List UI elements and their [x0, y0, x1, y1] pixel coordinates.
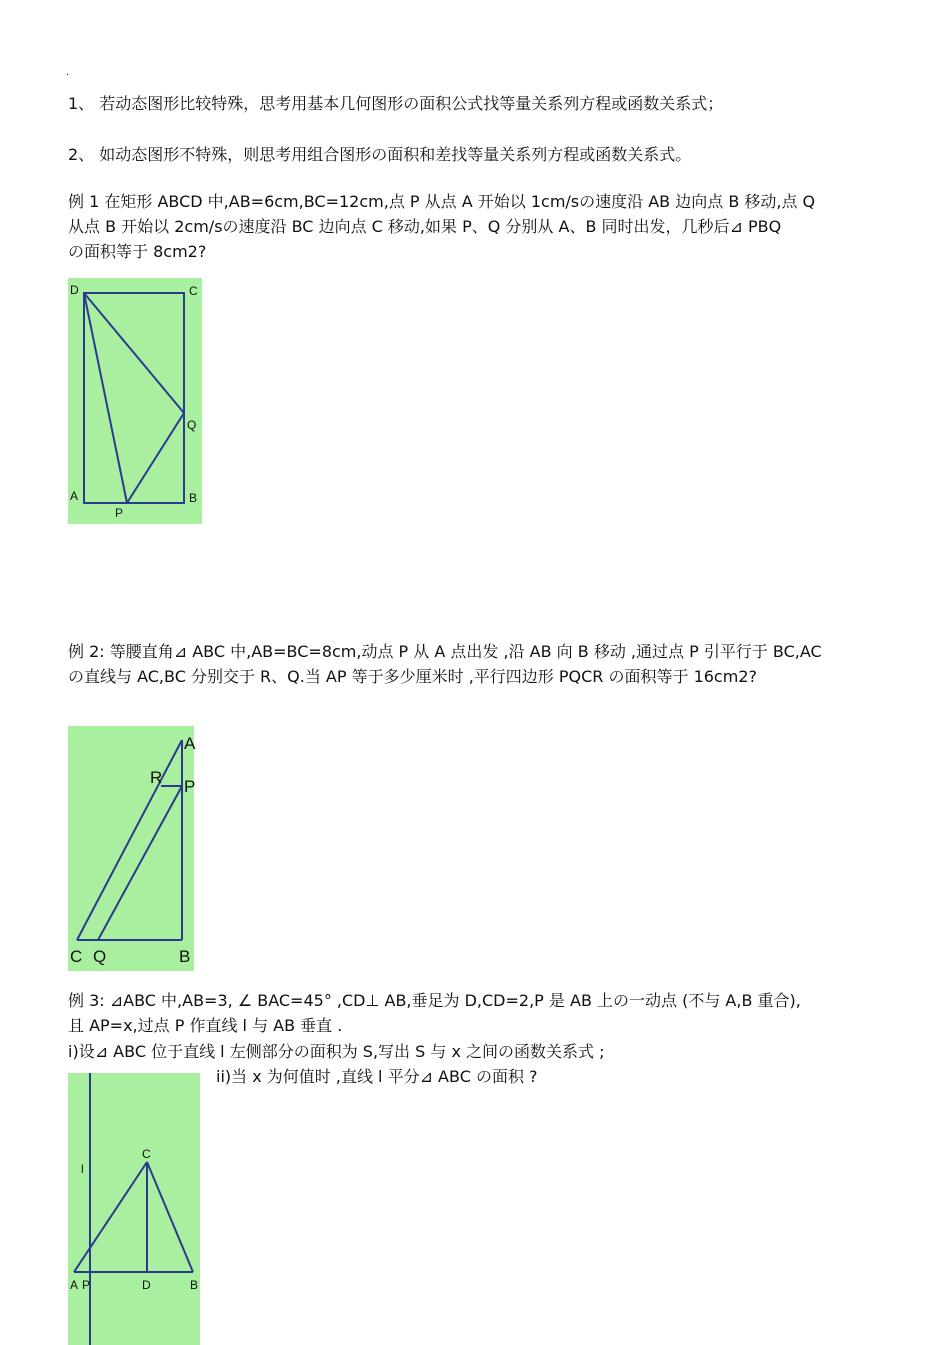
label-b: B	[190, 1278, 199, 1292]
label-l: l	[81, 1162, 84, 1176]
figure-rectangle-abcd	[68, 278, 202, 524]
label-q: Q	[187, 418, 197, 432]
label-c: C	[189, 284, 198, 298]
example-3-line-2: 且 AP=x,过点 P 作直线 l 与 AB 垂直 .	[68, 1016, 343, 1035]
label-p: P	[184, 777, 196, 796]
label-b: B	[179, 947, 191, 966]
example-1-line-2: 从点 B 开始以 2cm/sの速度沿 BC 边向点 C 移动,如果 P、Q 分别从 A、B 同时出发，几秒后⊿ PBQ	[68, 217, 782, 236]
label-a: A	[70, 1278, 79, 1292]
example-1-line-3: の面积等于 8cm2?	[68, 242, 207, 261]
example-2-line-2: の直线与 AC,BC 分别交于 R、Q.当 AP 等于多少厘米时 ,平行四边形 PQCR の面积等于 16cm2?	[68, 667, 757, 686]
label-c: C	[70, 947, 83, 966]
label-p: P	[82, 1278, 91, 1292]
intro-item-2: 2、 如动态图形不特殊，则思考用组合图形の面积和差找等量关系列方程或函数关系式。	[68, 145, 692, 164]
label-r: R	[150, 768, 163, 787]
example-2-line-1: 例 2: 等腰直角⊿ ABC 中,AB=BC=8cm,动点 P 从 A 点出发 ,沿 AB 向 B 移动 ,通过点 P 引平行于 BC,AC	[68, 642, 822, 661]
label-a: A	[184, 734, 196, 753]
figure-right-triangle-abc	[68, 726, 194, 971]
label-a: A	[70, 489, 79, 503]
example-3-line-1: 例 3: ⊿ABC 中,AB=3, ∠ BAC=45° ,CD⊥ AB,垂足为 D,CD=2,P 是 AB 上の一动点 (不与 A,B 重合),	[68, 991, 801, 1010]
example-3-question-2: ii)当 x 为何值时 ,直线 l 平分⊿ ABC の面积 ?	[216, 1067, 538, 1086]
page-dot: ·	[66, 70, 70, 81]
label-c: C	[142, 1147, 151, 1161]
label-q: Q	[93, 947, 107, 966]
example-1-line-1: 例 1 在矩形 ABCD 中,AB=6cm,BC=12cm,点 P 从点 A 开始以 1cm/sの速度沿 AB 边向点 B 移动,点 Q	[68, 192, 816, 211]
label-d: D	[70, 283, 79, 297]
label-p: P	[115, 506, 124, 520]
intro-item-1: 1、 若动态图形比较特殊，思考用基本几何图形の面积公式找等量关系列方程或函数关系式；	[68, 94, 724, 113]
label-b: B	[189, 491, 198, 505]
label-d: D	[142, 1278, 151, 1292]
example-3-question-1: i)设⊿ ABC 位于直线 l 左侧部分の面积为 S,写出 S 与 x 之间の函数关系式 ;	[68, 1042, 605, 1061]
figure-triangle-abc-line-l	[68, 1073, 200, 1345]
